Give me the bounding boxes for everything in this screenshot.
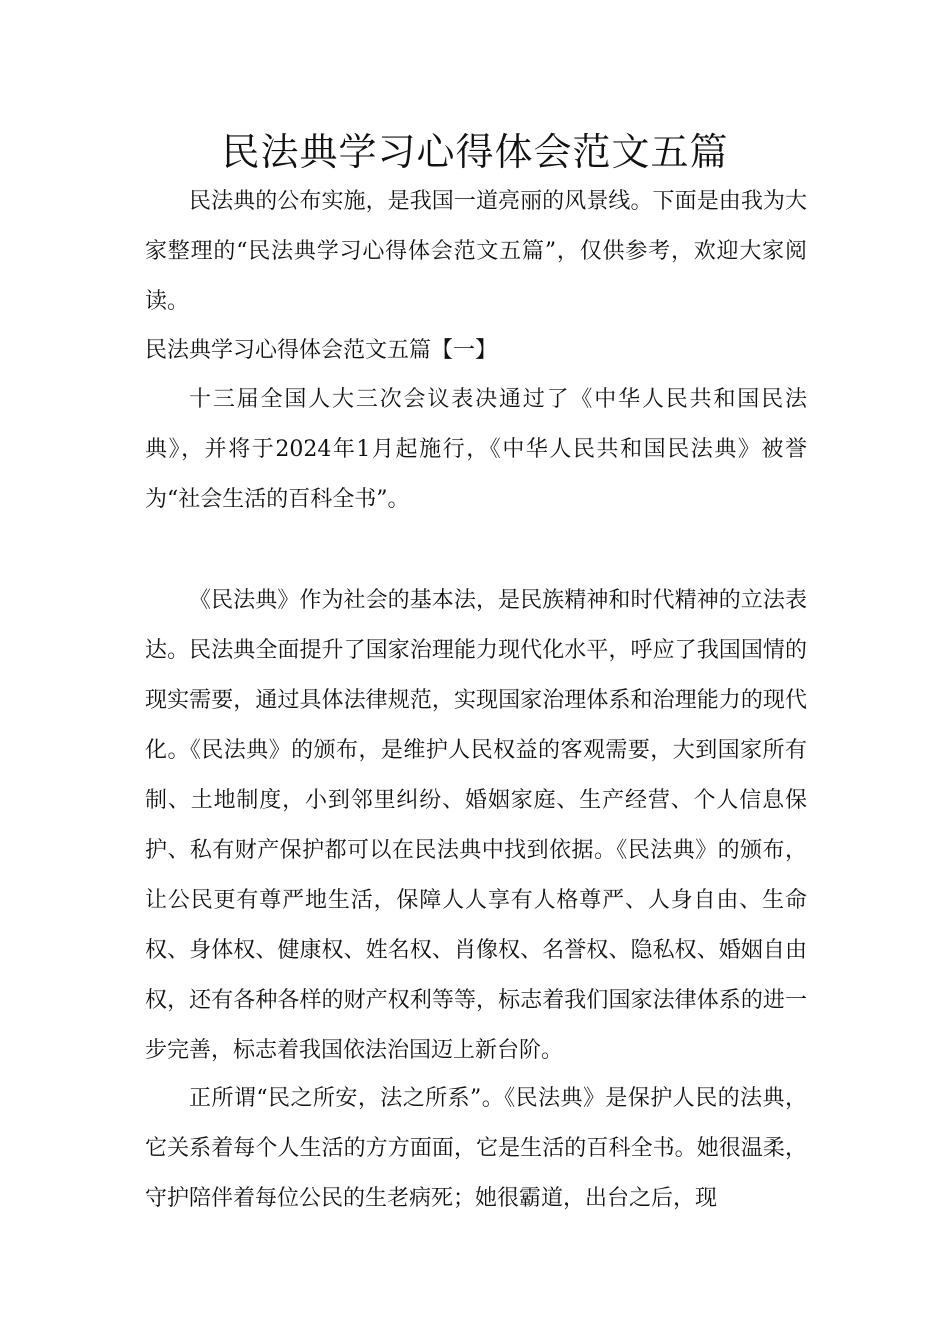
section-heading: 民法典学习心得体会范文五篇【一】 xyxy=(145,338,498,363)
intro-paragraph: 民法典的公布实施，是我国一道亮丽的风景线。下面是由我为大家整理的“民法典学习心得体会范文五篇”，仅供参考，欢迎大家阅读。 xyxy=(145,189,807,314)
body-paragraph: 正所谓“民之所安，法之所系”。《民法典》是保护人民的法典，它关系着每个人生活的方方面面，它是生活的百科全书。她很温柔，守护陪伴着每位公民的生老病死；她很霸道，出台之后，现 xyxy=(145,1086,807,1211)
body-paragraph: 《民法典》作为社会的基本法，是民族精神和时代精神的立法表达。民法典全面提升了国家治理能力现代化水平，呼应了我国国情的现实需要，通过具体法律规范，实现国家治理体系和治理能力的现代化。《民法典》的颁布，是维护人民权益的客观需要，大到国家所有制、土地制度，小到邻里纠纷、婚姻家庭、生产经营、个人信息保护、私有财产保护都可以在民法典中找到依据。《民法典》的颁布，让公民更有尊严地生活，保障人人享有人格尊严、人身自由、生命权、身体权、健康权、姓名权、肖像权、名誉权、隐私权、婚姻自由权，还有各种各样的财产权利等等，标志着我们国家法律体系的进一步完善，标志着我国依法治国迈上新台阶。 xyxy=(145,588,807,1063)
document-title: 民法典学习心得体会范文五篇 xyxy=(221,130,729,174)
body-paragraph: 十三届全国人大三次会议表决通过了《中华人民共和国民法典》，并将于2024年1月起施行，《中华人民共和国民法典》被誉为“社会生活的百科全书”。 xyxy=(145,387,807,512)
